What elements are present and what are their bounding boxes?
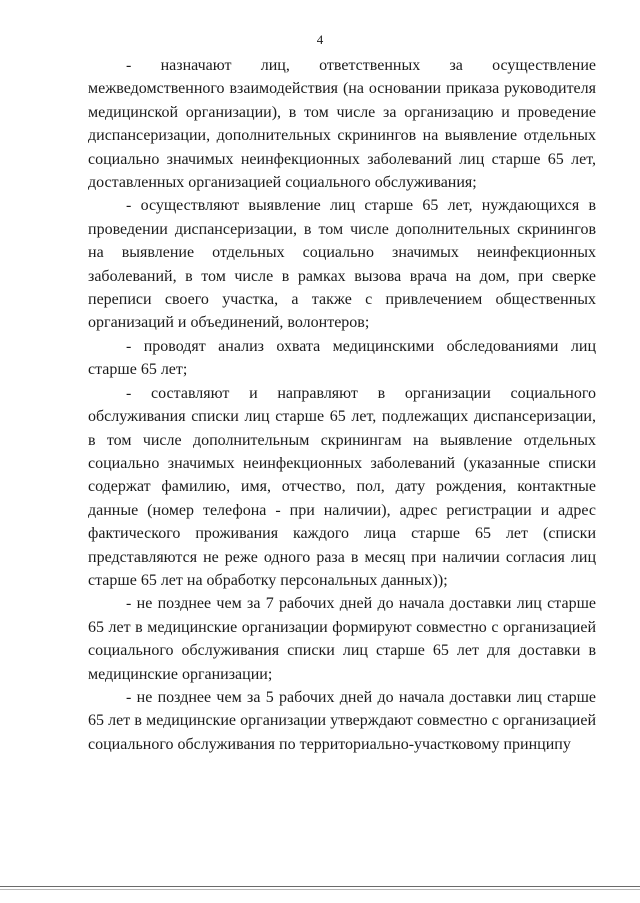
paragraph-coverage-analysis: - проводят анализ охвата медицинскими обследованиями лиц старше 65 лет; bbox=[88, 337, 596, 379]
bottom-scan-edge bbox=[0, 886, 640, 887]
page-number: 4 bbox=[316, 32, 324, 47]
document-body bbox=[88, 54, 596, 756]
paragraph-identification: - осуществляют выявление лиц старше 65 лет, нуждающихся в проведении диспансеризации, в том числе дополнительных скринингов на выявление отдельных социально значимых неинфекционных заболеваний, в том числе в рамках вызова врача на дом, при сверке переписи своего участка, а также с привлечением общественных организаций и объединений, волонтеров; bbox=[88, 197, 596, 332]
paragraph-responsible-persons: - назначают лиц, ответственных за осуществление межведомственного взаимодействия (на основании приказа руководителя медицинской организации), в том числе за организацию и проведение диспансеризации, дополнительных скринингов на выявление отдельных социально значимых неинфекционных заболеваний лиц старше 65 лет, доставленных организацией социального обслуживания; bbox=[88, 57, 596, 192]
bottom-scan-edge-shadow bbox=[0, 889, 640, 890]
paragraph-lists-compilation: - составляют и направляют в организации социального обслуживания списки лиц старше 65 лет, подлежащих диспансеризации, в том числе дополнительным скринингам на выявление отдельных социально значимых неинфекционных заболеваний (указанные списки содержат фамилию, имя, отчество, пол, дату рождения, контактные данные (номер телефона - при наличии), адрес регистрации и адрес фактического проживания каждого лица старше 65 лет (списки представляются не реже одного раза в месяц при наличии согласия лиц старше 65 лет на обработку персональных данных)); bbox=[88, 384, 596, 589]
paragraph-lists-7-days: - не позднее чем за 7 рабочих дней до начала доставки лиц старше 65 лет в медицинские организации формируют совместно с организацией социального обслуживания списки лиц старше 65 лет для доставки в медицинские организации; bbox=[88, 595, 596, 683]
paragraph-lists-5-days: - не позднее чем за 5 рабочих дней до начала доставки лиц старше 65 лет в медицинские организации утверждают совместно с организацией социального обслуживания по территориально-участковому принципу bbox=[88, 688, 596, 753]
